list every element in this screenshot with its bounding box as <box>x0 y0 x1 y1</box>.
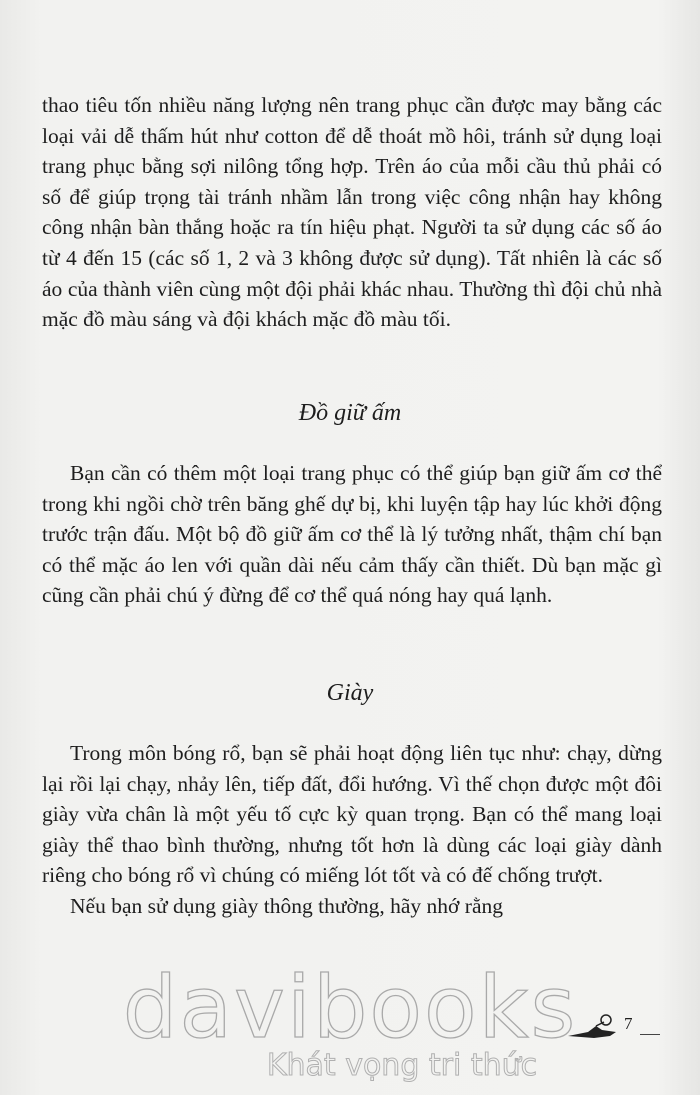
watermark-slogan: Khát vọng tri thức <box>266 1048 538 1083</box>
intro-section <box>42 90 662 335</box>
section-heading-warm-clothes: Đồ giữ ấm <box>298 400 402 426</box>
watermark-brand: davibooks <box>122 958 578 1058</box>
section-heading-shoes: Giày <box>326 680 374 706</box>
warm-clothes-section <box>42 458 662 611</box>
shoes-section <box>42 738 662 922</box>
paragraph: Nếu bạn sử dụng giày thông thường, hãy nhớ rằng <box>70 893 503 918</box>
paragraph: Bạn cần có thêm một loại trang phục có thể giúp bạn giữ ấm cơ thể trong khi ngồi chờ trên băng ghế dự bị, khi luyện tập hay lúc khởi động trước trận đấu. Một bộ đồ giữ ấm cơ thể là lý tưởng nhất, thậm chí bạn có thể mặc áo len với quần dài nếu cảm thấy cần thiết. Dù bạn mặc gì cũng cần phải chú ý đừng để cơ thể quá nóng hay quá lạnh. <box>42 461 662 608</box>
page-number: 7 <box>624 1014 633 1033</box>
paragraph: thao tiêu tốn nhiều năng lượng nên trang phục cần được may bằng các loại vải dễ thấm hút như cotton để dễ thoát mồ hôi, tránh sử dụng loại trang phục bằng sợi nilông tổng hợp. Trên áo của mỗi cầu thủ phải có số để giúp trọng tài tránh nhầm lẫn trong việc công nhận hay không công nhận bàn thắng hoặc ra tín hiệu phạt. Người ta sử dụng các số áo từ 4 đến 15 (các số 1, 2 và 3 không được sử dụng). Tất nhiên là các số áo của thành viên cùng một đội phải khác nhau. Thường thì đội chủ nhà mặc đồ màu sáng và đội khách mặc đồ màu tối. <box>42 93 662 332</box>
paragraph: Trong môn bóng rổ, bạn sẽ phải hoạt động liên tục như: chạy, dừng lại rồi lại chạy, nhảy lên, tiếp đất, đổi hướng. Vì thế chọn được một đôi giày vừa chân là một yếu tố cực kỳ quan trọng. Bạn có thể mang loại giày thể thao bình thường, nhưng tốt hơn là dùng các loại giày dành riêng cho bóng rổ vì chúng có miếng lót tốt và có đế chống trượt. <box>42 741 662 888</box>
